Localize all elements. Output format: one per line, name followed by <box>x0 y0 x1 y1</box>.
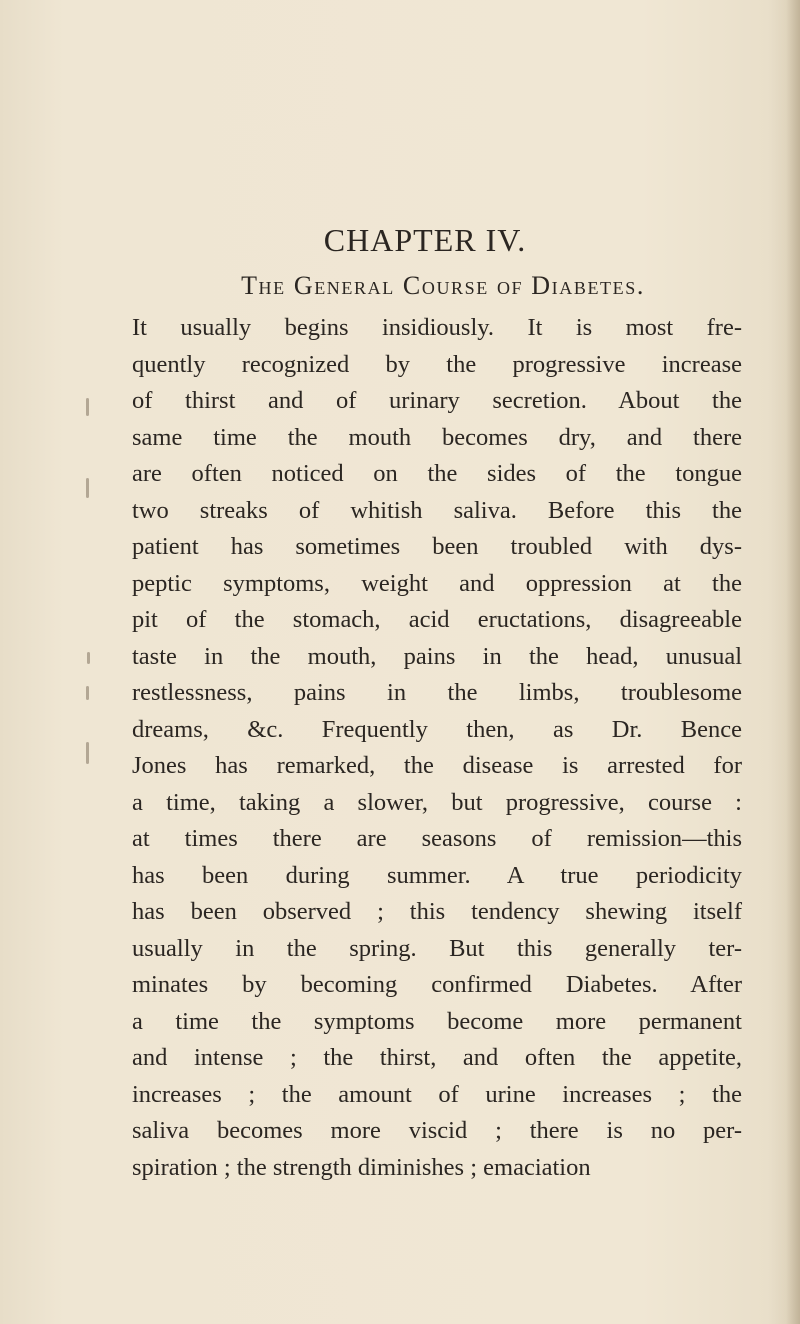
margin-mark <box>86 686 89 700</box>
chapter-heading: CHAPTER IV. <box>323 222 527 258</box>
text-line: pit of the stomach, acid eructations, disagreeable <box>132 606 742 633</box>
text-line: same time the mouth becomes dry, and there <box>132 423 742 451</box>
text-line: restlessness, pains in the limbs, troublesome <box>132 679 742 706</box>
text-line: patient has sometimes been troubled with dys- <box>132 533 742 560</box>
text-line: at times there are seasons of remission—this <box>132 825 742 852</box>
text-line: taste in the mouth, pains in the head, unusual <box>132 642 742 670</box>
text-line: and intense ; the thirst, and often the appetite, <box>132 1044 742 1071</box>
section-heading: The General Course of Diabetes. <box>241 271 645 300</box>
page-edge-shadow <box>786 0 800 1324</box>
margin-marks <box>84 390 96 810</box>
text-line: of thirst and of urinary secretion. About the <box>132 387 742 414</box>
text-line: has been observed ; this tendency shewing itself <box>132 898 742 925</box>
text-line: has been during summer. A true periodicity <box>132 861 742 889</box>
text-line: minates by becoming confirmed Diabetes. After <box>132 971 742 998</box>
margin-mark <box>86 478 89 498</box>
margin-mark <box>86 398 89 416</box>
text-line: Jones has remarked, the disease is arrested for <box>132 752 742 779</box>
text-line: a time the symptoms become more permanent <box>132 1007 742 1035</box>
text-line: increases ; the amount of urine increases ; the <box>132 1080 742 1108</box>
text-line: two streaks of whitish saliva. Before this the <box>132 496 742 524</box>
text-line: saliva becomes more viscid ; there is no per- <box>132 1117 742 1144</box>
body-paragraph <box>132 310 742 1186</box>
text-line: quently recognized by the progressive increase <box>132 350 742 378</box>
text-line: spiration ; the strength diminishes ; emaciation <box>132 1153 591 1181</box>
text-line: peptic symptoms, weight and oppression at the <box>132 569 742 597</box>
margin-mark <box>86 742 89 764</box>
text-line: usually in the spring. But this generally ter- <box>132 934 742 962</box>
text-line: a time, taking a slower, but progressive, course : <box>132 788 742 816</box>
text-line: It usually begins insidiously. It is most fre- <box>132 314 742 341</box>
text-line: are often noticed on the sides of the tongue <box>132 460 742 487</box>
text-line: dreams, &c. Frequently then, as Dr. Bence <box>132 715 742 743</box>
margin-mark <box>87 652 90 664</box>
